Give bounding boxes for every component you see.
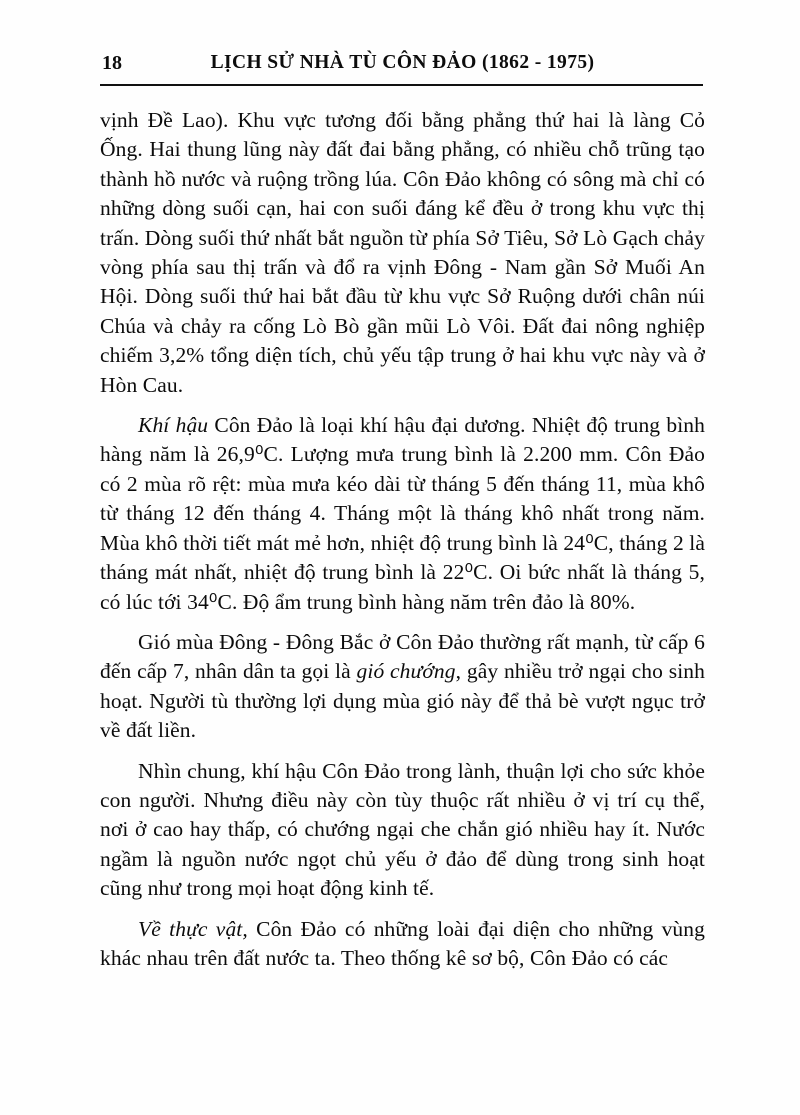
text-run: , gây nhiều trở ngại cho sinh hoạt. Người tù thường lợi dụng mùa gió này để thả bè vượt ngục trở về đất liền. xyxy=(100,659,705,743)
italic-run: gió chướng xyxy=(356,659,456,684)
page-number: 18 xyxy=(102,52,122,74)
paragraph xyxy=(100,757,705,904)
text-body xyxy=(100,106,705,973)
text-run: Gió mùa Đông - Đông Bắc ở Côn Đảo thường rất mạnh, từ cấp 6 đến cấp 7, nhân dân ta gọi là xyxy=(100,629,705,684)
paragraph xyxy=(100,411,705,617)
text-run: Côn Đảo có những loài đại diện cho những vùng khác nhau trên đất nước ta. Theo thống kê sơ bộ, Côn Đảo có các xyxy=(100,916,705,970)
italic-run: Khí hậu xyxy=(138,413,209,438)
text-run: Nhìn chung, khí hậu Côn Đảo trong lành, thuận lợi cho sức khỏe con người. Nhưng điều này còn tùy thuộc rất nhiều ở vị trí cụ thể, nơi ở cao hay thấp, có chướng ngại che chắn gió nhiều hay ít. Nước ngầm là nguồn nước ngọt chủ yếu ở đảo để dùng trong sinh hoạt cũng như trong mọi hoạt động kinh tế. xyxy=(100,758,705,901)
header-rule xyxy=(100,84,703,86)
text-run: vịnh Đề Lao). Khu vực tương đối bằng phẳng thứ hai là làng Cỏ Ống. Hai thung lũng này đất đai bằng phẳng, có nhiều chỗ trũng tạo thành hồ nước và ruộng trồng lúa. Côn Đảo không có sông mà chỉ có những dòng suối cạn, hai con suối đáng kể đều ở trong khu vực thị trấn. Dòng suối thứ nhất bắt nguồn từ phía Sở Tiêu, Sở Lò Gạch chảy vòng phía sau thị trấn và đổ ra vịnh Đông - Nam gần Sở Muối An Hội. Dòng suối thứ hai bắt đầu từ khu vực Sở Ruộng dưới chân núi Chúa và chảy ra cống Lò Bò gần mũi Lò Vôi. Đất đai nông nghiệp chiếm 3,2% tổng diện tích, chủ yếu tập trung ở hai khu vực này và ở Hòn Cau. xyxy=(100,108,705,397)
paragraph xyxy=(100,106,705,400)
page-header xyxy=(100,50,705,80)
text-run: Côn Đảo là loại khí hậu đại dương. Nhiệt độ trung bình hàng năm là 26,9⁰C. Lượng mưa trung bình là 2.200 mm. Côn Đảo có 2 mùa rõ rệt: mùa mưa kéo dài từ tháng 5 đến tháng 11, mùa khô từ tháng 12 đến tháng 4. Tháng một là tháng khô nhất trong năm. Mùa khô thời tiết mát mẻ hơn, nhiệt độ trung bình là 24⁰C, tháng 2 là tháng mát nhất, nhiệt độ trung bình là 22⁰C. Oi bức nhất là tháng 5, có lúc tới 34⁰C. Độ ẩm trung bình hàng năm trên đảo là 80%. xyxy=(100,413,706,614)
italic-run: Về thực vật, xyxy=(138,916,248,941)
paragraph xyxy=(100,915,705,974)
running-title: LỊCH SỬ NHÀ TÙ CÔN ĐẢO (1862 - 1975) xyxy=(210,52,595,73)
paragraph xyxy=(100,628,705,746)
